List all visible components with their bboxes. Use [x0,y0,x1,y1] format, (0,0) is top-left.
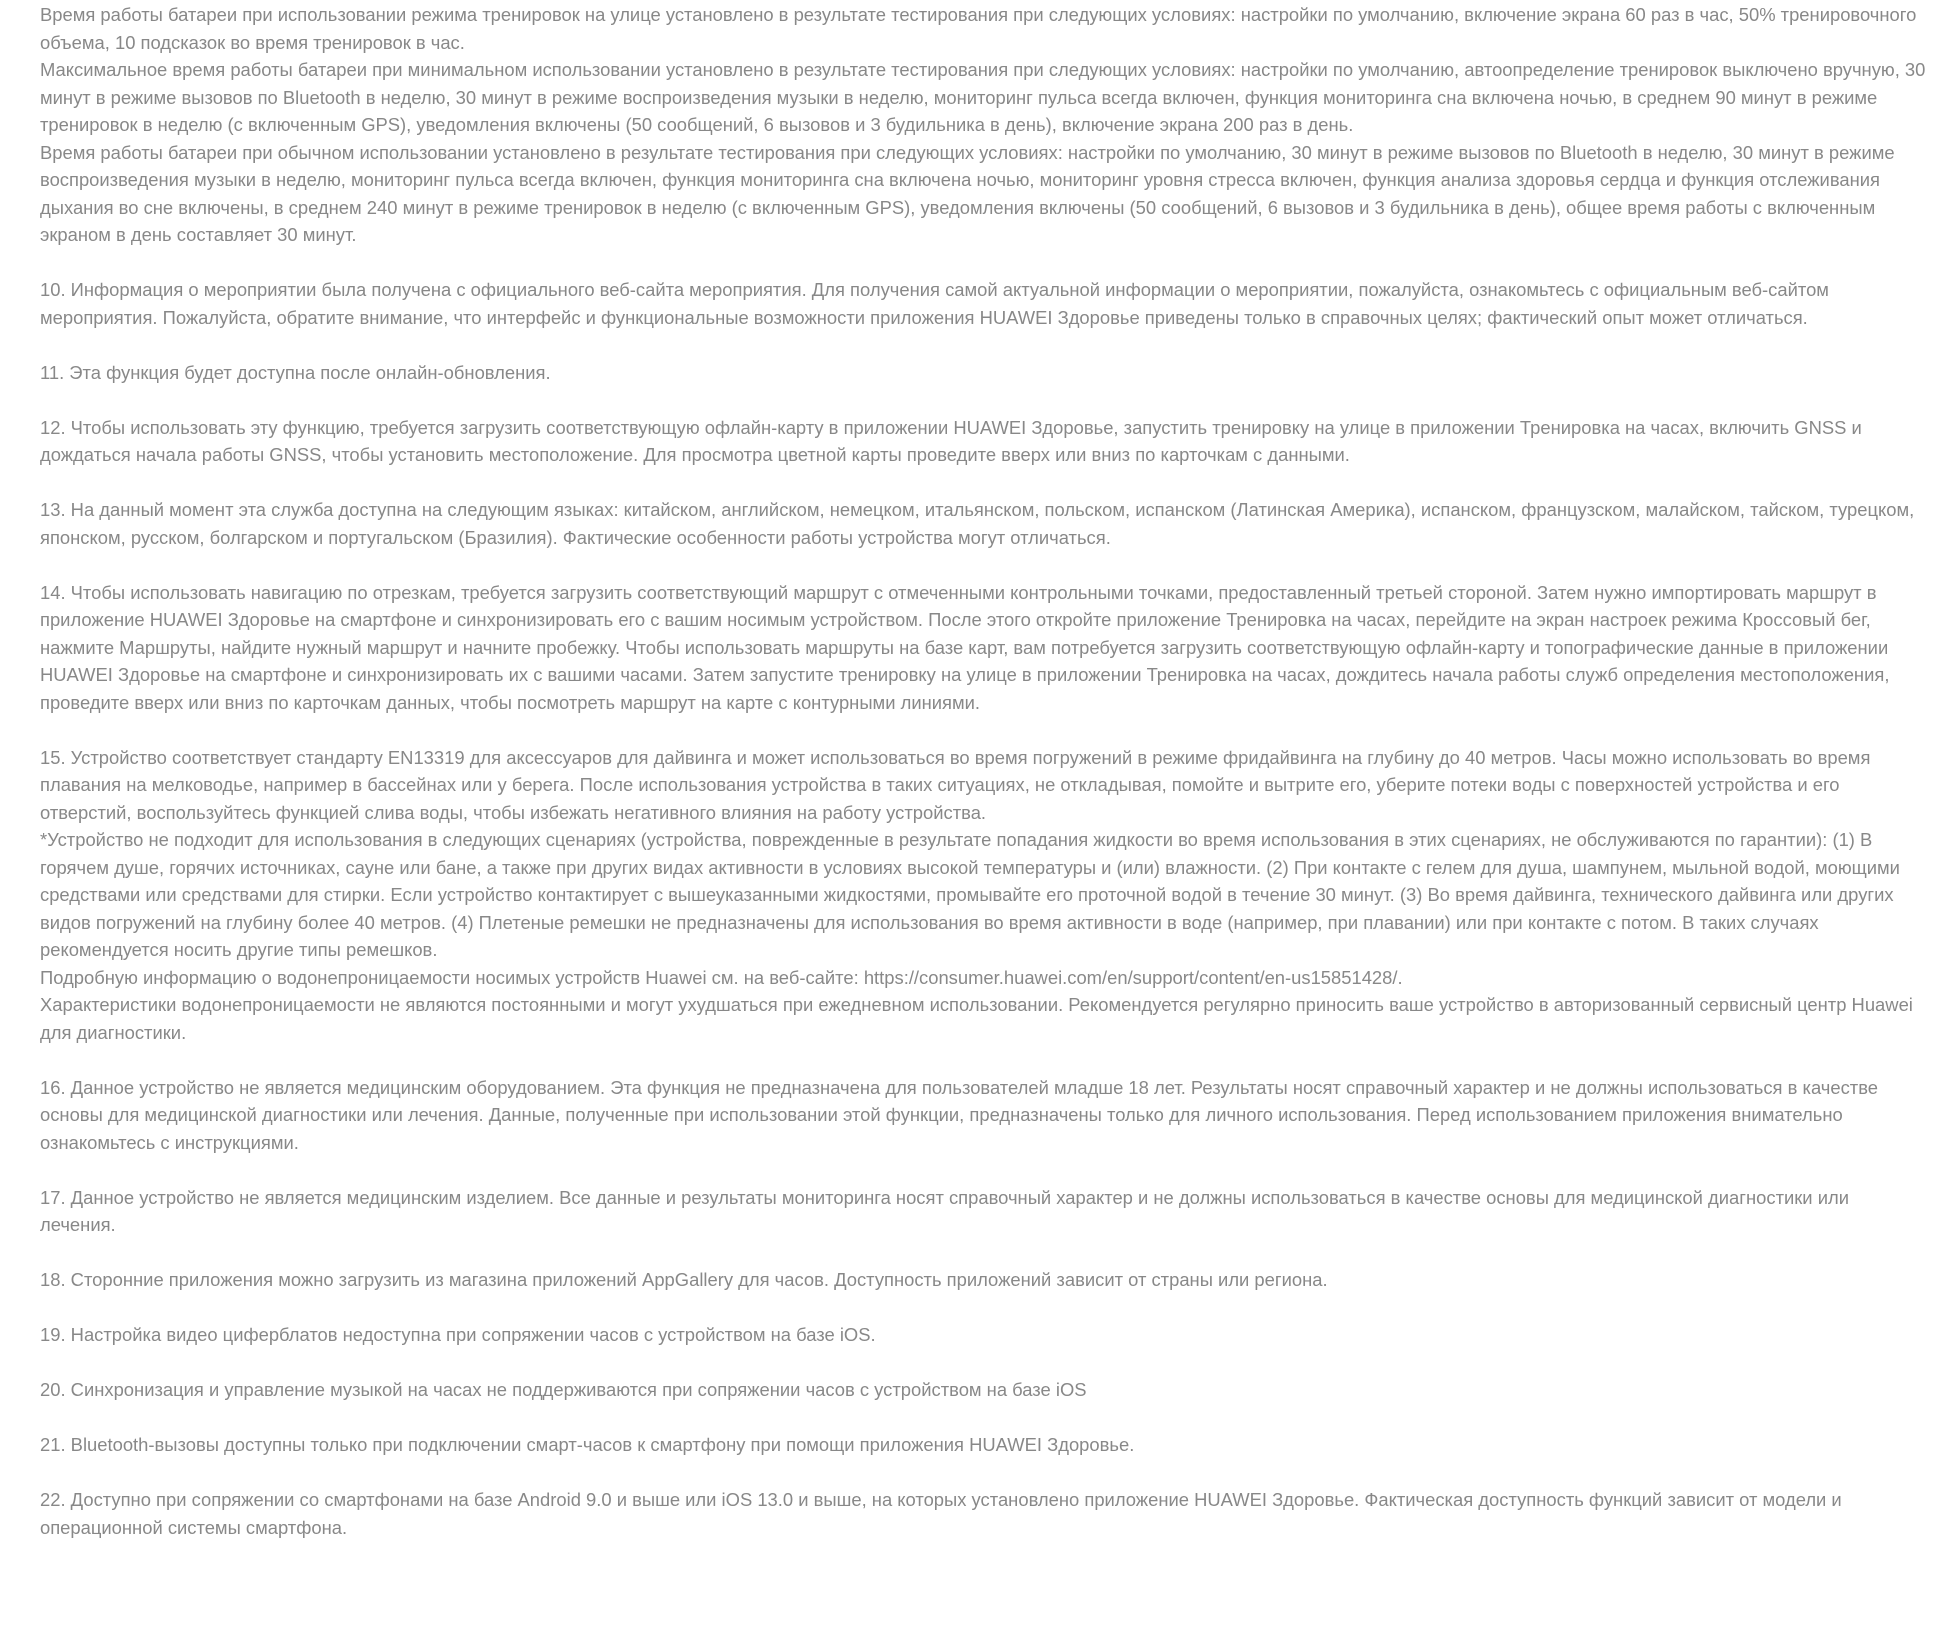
footnote-17 [40,1184,1926,1239]
footnote-18 [40,1266,1926,1294]
footnote-16-text: 16. Данное устройство не является медицинским оборудованием. Эта функция не предназначена для пользователей младше 18 лет. Результаты носят справочный характер и не должны использоваться в качестве основы для медицинской диагностики или лечения. Данные, полученные при использовании этой функции, предназначены только для личного использования. Перед использованием приложения внимательно ознакомьтесь с инструкциями. [40,1076,1878,1153]
footnote-20 [40,1376,1926,1404]
footnote-11 [40,359,1926,387]
footnote-13-text: 13. На данный момент эта служба доступна на следующим языках: китайском, английском, немецком, итальянском, польском, испанском (Латинская Америка), испанском, французском, малайском, тайском, турецком, японском, русском, болгарском и португальском (Бразилия). Фактические особенности работы устройства могут отличаться. [40,499,1915,548]
footnote-21-text: 21. Bluetooth-вызовы доступны только при подключении смарт-часов к смартфону при помощи приложения HUAWEI Здоровье. [40,1434,1135,1455]
footnote-10-text: 10. Информация о мероприятии была получена с официального веб-сайта мероприятия. Для получения самой актуальной информации о мероприятии, пожалуйста, ознакомьтесь с официальным веб-сайтом мероприятия. Пожалуйста, обратите внимание, что интерфейс и функциональные возможности приложения HUAWEI Здоровье приведены только в справочных целях; фактический опыт может отличаться. [40,279,1829,328]
footnote-11-text: 11. Эта функция будет доступна после онлайн-обновления. [40,361,551,383]
footnote-15 [40,744,1926,1047]
footnote-15-warning: *Устройство не подходит для использования в следующих сценариях (устройства, поврежденные в результате попадания жидкости во время использования в этих сценариях, не обслуживаются по гарантии): (1) В горячем душе, горячих источниках, сауне или бане, а также при других видах активности в условиях высокой температуры и (или) влажности. (2) При контакте с гелем для душа, шампунем, мыльной водой, моющими средствами или средствами для стирки. Если устройство контактирует с вышеуказанными жидкостями, промывайте его проточной водой в течение 30 минут. (3) Во время дайвинга, технического дайвинга или других видов погружений на глубину более 40 метров. (4) Плетеные ремешки не предназначены для использования во время активности в воде (например, при плавании) или при контакте с потом. В таких случаях рекомендуется носить другие типы ремешков. [40,829,1900,960]
footnote-15-degrade-text: Характеристики водонепроницаемости не являются постоянными и могут ухудшаться при ежедневном использовании. Рекомендуется регулярно приносить ваше устройство в авторизованный сервисный центр Huawei для диагностики. [40,994,1913,1043]
battery-note-outdoor-training: Время работы батареи при использовании режима тренировок на улице установлено в результате тестирования при следующих условиях: настройки по умолчанию, включение экрана 60 раз в час, 50% тренировочного объема, 10 подсказок во время тренировок в час. [40,4,1917,53]
battery-notes [40,1,1926,249]
footnote-18-text: 18. Сторонние приложения можно загрузить из магазина приложений AppGallery для часов. Доступность приложений зависит от страны или региона. [40,1269,1328,1290]
footnote-22 [40,1486,1926,1541]
footnote-21 [40,1431,1926,1459]
battery-note-normal-usage: Время работы батареи при обычном использовании установлено в результате тестирования при следующих условиях: настройки по умолчанию, 30 минут в режиме вызовов по Bluetooth в неделю, 30 минут в режиме воспроизведения музыки в неделю, мониторинг пульса всегда включен, функция мониторинга сна включена ночью, мониторинг уровня стресса включен, функция анализа здоровья сердца и функция отслеживания дыхания во сне включены, в среднем 240 минут в режиме тренировок в неделю (с включенным GPS), уведомления включены (50 сообщений, 6 вызовов и 3 будильника в день), общее время работы с включенным экраном в день составляет 30 минут. [40,141,1895,245]
battery-note-minimal-usage: Максимальное время работы батареи при минимальном использовании установлено в результате тестирования при следующих условиях: настройки по умолчанию, автоопределение тренировок выключено вручную, 30 минут в режиме вызовов по Bluetooth в неделю, 30 минут в режиме воспроизведения музыки в неделю, мониторинг пульса всегда включен, функция мониторинга сна включена ночью, в среднем 90 минут в режиме тренировок в неделю (с включенным GPS), уведомления включены (50 сообщений, 6 вызовов и 3 будильника в день), включение экрана 200 раз в день. [40,59,1926,135]
footnote-13 [40,496,1926,551]
footnote-14-text: 14. Чтобы использовать навигацию по отрезкам, требуется загрузить соответствующий маршрут с отмеченными контрольными точками, предоставленный третьей стороной. Затем нужно импортировать маршрут в приложение HUAWEI Здоровье на смартфоне и синхронизировать его с вашим носимым устройством. После этого откройте приложение Тренировка на часах, перейдите на экран настроек режима Кроссовый бег, нажмите Маршруты, найдите нужный маршрут и начните пробежку. Чтобы использовать маршруты на базе карт, вам потребуется загрузить соответствующую офлайн-карту и топографические данные в приложении HUAWEI Здоровье на смартфоне и синхронизировать их с вашими часами. Затем запустите тренировку на улице в приложении Тренировка на часах, дождитесь начала работы служб определения местоположения, проведите вверх или вниз по карточкам данных, чтобы посмотреть маршрут на карте с контурными линиями. [40,581,1890,713]
footnote-15-text: 15. Устройство соответствует стандарту EN13319 для аксессуаров для дайвинга и может использоваться во время погружений в режиме фридайвинга на глубину до 40 метров. Часы можно использовать во время плавания на мелководье, например в бассейнах или у берега. После использования устройства в таких ситуациях, не откладывая, помойте и вытрите его, уберите потеки воды с поверхностей устройства и его отверстий, воспользуйтесь функцией слива воды, чтобы избежать негативного влияния на работу устройства. [40,746,1871,823]
footnote-19-text: 19. Настройка видео циферблатов недоступна при сопряжении часов с устройством на базе iOS. [40,1324,876,1345]
footnote-17-text: 17. Данное устройство не является медицинским изделием. Все данные и результаты мониторинга носят справочный характер и не должны использоваться в качестве основы для медицинской диагностики или лечения. [40,1186,1849,1235]
footnotes-document [40,0,1926,1569]
footnote-10 [40,276,1926,331]
footnote-12-text: 12. Чтобы использовать эту функцию, требуется загрузить соответствующую офлайн-карту в приложении HUAWEI Здоровье, запустить тренировку на улице в приложении Тренировка на часах, включить GNSS и дождаться начала работы GNSS, чтобы установить местоположение. Для просмотра цветной карты проведите вверх или вниз по карточкам с данными. [40,416,1862,465]
footnote-16 [40,1074,1926,1157]
footnote-15-link-text: Подробную информацию о водонепроницаемости носимых устройств Huawei см. на веб-сайте: https://consumer.huawei.com/en/support/content/en-us15851428/. [40,966,1403,988]
footnote-22-text: 22. Доступно при сопряжении со смартфонами на базе Android 9.0 и выше или iOS 13.0 и выше, на которых установлено приложение HUAWEI Здоровье. Фактическая доступность функций зависит от модели и операционной системы смартфона. [40,1489,1842,1538]
footnote-12 [40,414,1926,469]
footnote-14 [40,579,1926,717]
footnote-20-text: 20. Синхронизация и управление музыкой на часах не поддерживаются при сопряжении часов с устройством на базе iOS [40,1379,1087,1400]
footnote-19 [40,1321,1926,1349]
